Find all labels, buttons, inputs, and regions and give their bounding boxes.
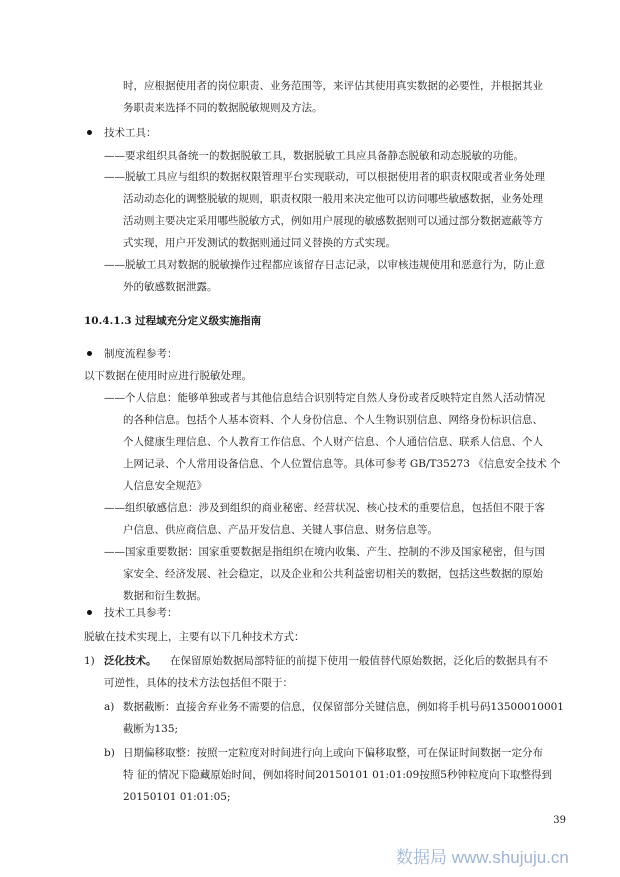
body-line: 以下数据在使用时应进行脱敏处理。: [84, 370, 252, 382]
body-line: 式实现，用户开发测试的数据则通过同义替换的方式实现。: [123, 237, 396, 249]
body-line: 个人健康生理信息、个人教育工作信息、个人财产信息、个人通信信息、联系人信息、个人: [123, 436, 543, 448]
page-number: 39: [553, 815, 566, 826]
body-line: ——组织敏感信息：涉及到组织的商业秘密、经营状况、核心技术的重要信息，包括但不限于客: [104, 502, 545, 514]
body-line: ——脱敏工具对数据的脱敏操作过程都应该留存日志记录，以审核违规使用和恶意行为，防止意: [104, 259, 545, 271]
body-line: 脱敏在技术实现上，主要有以下几种技术方式：: [84, 631, 305, 643]
bullet-icon: [87, 610, 92, 615]
body-line: 技术工具参考：: [104, 607, 178, 619]
body-line: 人信息安全规范》: [123, 480, 207, 492]
term-bold: 泛化技术。: [104, 655, 157, 667]
bullet-icon: [87, 130, 92, 135]
body-line: 日期偏移取整：按照一定粒度对时间进行向上或向下偏移取整，可在保证时间数据一定分布: [123, 747, 543, 759]
body-line: 活动动态化的调整脱敏的规则，职责权限一般用来决定他可以访问哪些敏感数据，业务处理: [123, 193, 543, 205]
body-line: 数据和衍生数据。: [123, 590, 207, 602]
list-marker: b): [104, 747, 115, 759]
body-line: 制度流程参考：: [104, 348, 178, 360]
body-line: 技术工具：: [104, 127, 157, 139]
section-heading: 10.4.1.3 过程域充分定义级实施指南: [84, 315, 262, 327]
body-line: 可逆性，具体的技术方法包括但不限于：: [104, 677, 293, 689]
body-line: 数据截断：直接舍弃业务不需要的信息，仅保留部分关键信息，例如将手机号码13500010001: [123, 701, 564, 713]
watermark: 数据局 www.shujuju.cn: [396, 848, 569, 867]
body-line: 特 征的情况下隐藏原始时间，例如将时间20150101 01:01:09按照5秒钟粒度向下取整得到: [123, 769, 552, 781]
body-line: ——国家重要数据：国家重要数据是指组织在境内收集、产生、控制的不涉及国家秘密，但与国: [104, 546, 545, 558]
body-line: 外的敏感数据泄露。: [123, 281, 218, 293]
body-line: 家安全、经济发展、社会稳定，以及企业和公共利益密切相关的数据，包括这些数据的原始: [123, 568, 543, 580]
body-line: 活动则主要决定采用哪些脱敏方式，例如用户展现的敏感数据则可以通过部分数据遮蔽等方: [123, 215, 543, 227]
body-line: ——要求组织具备统一的数据脱敏工具，数据脱敏工具应具备静态脱敏和动态脱敏的功能。: [104, 150, 524, 162]
body-line: 的各种信息。包括个人基本资料、个人身份信息、个人生物识别信息、网络身份标识信息、: [123, 414, 543, 426]
bullet-icon: [87, 351, 92, 356]
body-line: 上网记录、个人常用设备信息、个人位置信息等。具体可参考 GB/T35273 《信息安全技术 个: [123, 458, 561, 470]
body-line: 务职责来选择不同的数据脱敏规则及方法。: [123, 102, 323, 114]
body-line: ——个人信息：能够单独或者与其他信息结合识别特定自然人身份或者反映特定自然人活动情况: [104, 392, 545, 404]
body-line: 在保留原始数据局部特征的前提下使用一般值替代原始数据，泛化后的数据具有不: [170, 655, 548, 667]
body-line: 户信息、供应商信息、产品开发信息、关键人事信息、财务信息等。: [123, 524, 438, 536]
body-line: 20150101 01:01:05;: [123, 791, 231, 803]
list-marker: a): [104, 701, 115, 713]
body-line: ——脱敏工具应与组织的数据权限管理平台实现联动，可以根据使用者的职责权限或者业务处理: [104, 171, 545, 183]
body-line: 时，应根据使用者的岗位职责、业务范围等，来评估其使用真实数据的必要性，并根据其业: [123, 80, 543, 92]
body-line: 截断为135;: [123, 723, 179, 735]
list-marker: 1): [84, 655, 95, 667]
